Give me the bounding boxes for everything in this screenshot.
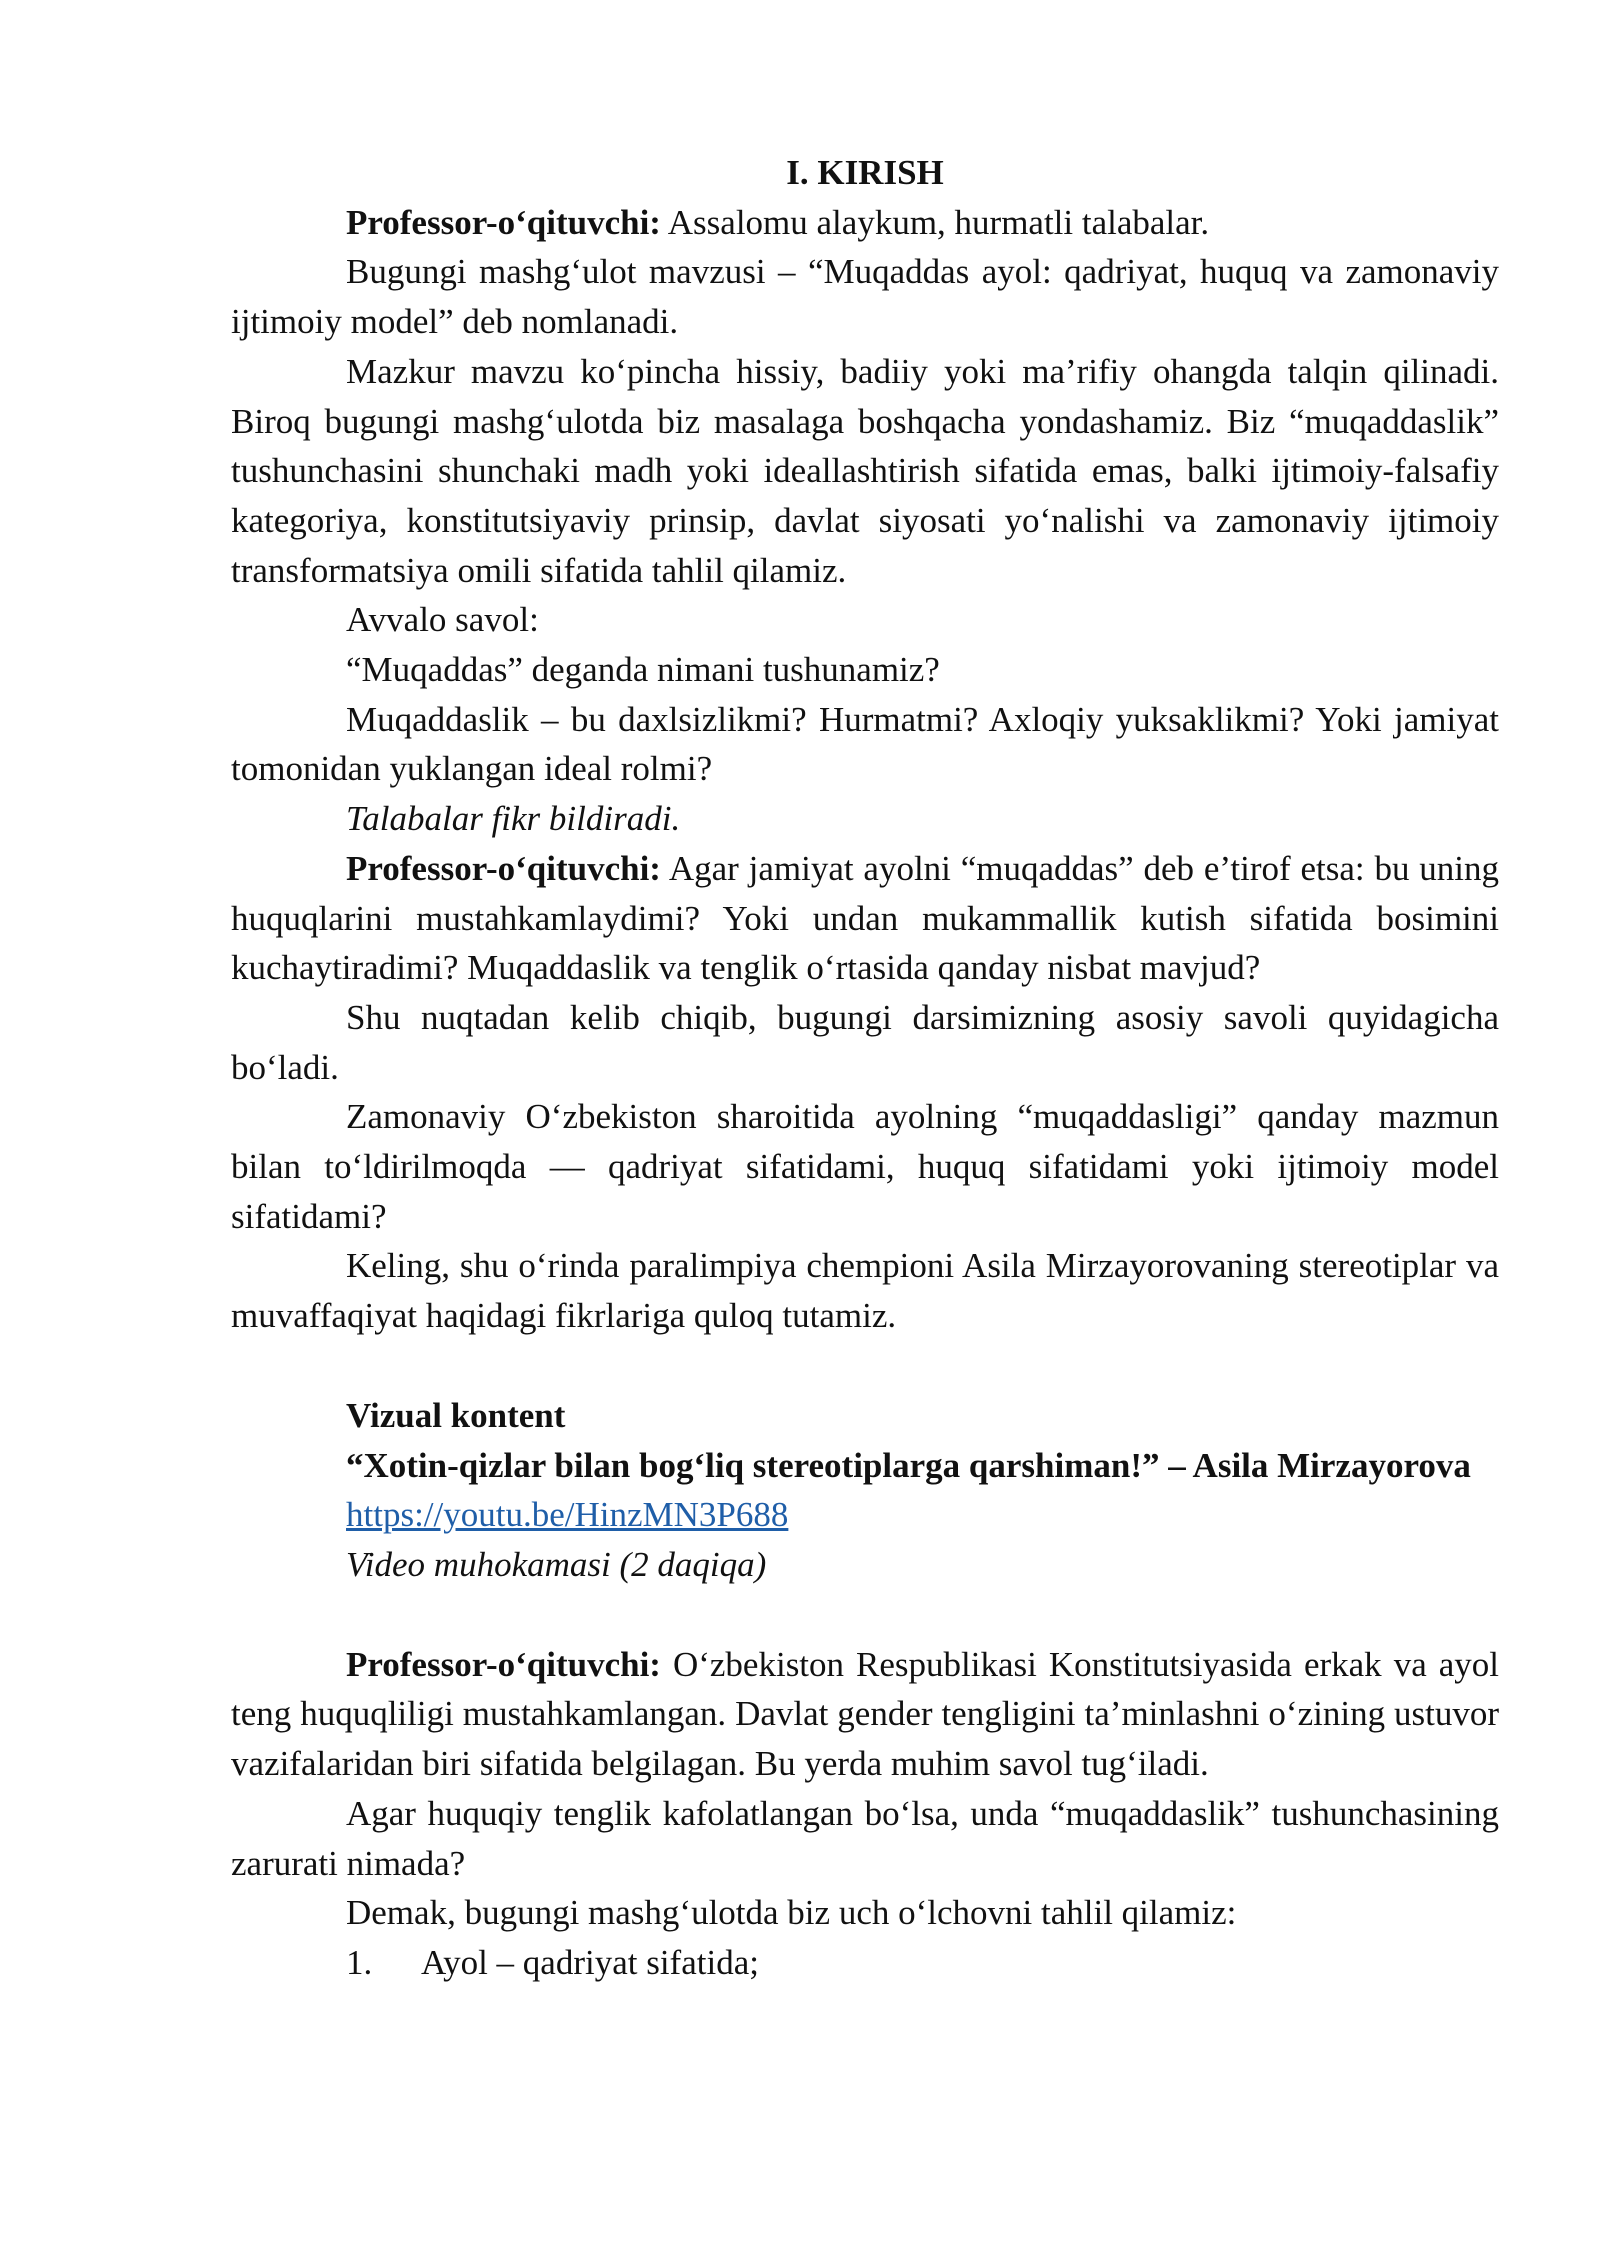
paragraph-text: O‘zbekiston Respublikasi Konstitutsiyasida erkak va ayol teng huquqliligi mustahkamlangan. Davlat gender tengligini ta’minlashni o‘zining ustuvor vazifalaridan biri sifatida belgilagan. Bu yerda muhim savol tug‘iladi. xyxy=(231,1644,1499,1784)
spacer xyxy=(231,1341,1499,1391)
paragraph-text: Assalomu alaykum, hurmatli talabalar. xyxy=(660,202,1210,242)
visual-content-label: Vizual kontent xyxy=(346,1395,566,1435)
section-heading: I. KIRISH xyxy=(786,153,944,192)
paragraph-necessity-question: Agar huquqiy tenglik kafolatlangan bo‘lsa, unda “muqaddaslik” tushunchasining zarurati nimada? xyxy=(231,1793,1499,1883)
paragraph-greeting xyxy=(231,198,1499,248)
paragraph-question-intro: Avvalo savol: xyxy=(346,600,539,640)
paragraph-video-intro: Keling, shu o‘rinda paralimpiya chempioni Asila Mirzayorovaning stereotiplar va muvaffaqiyat haqidagi fikrlariga quloq tutamiz. xyxy=(231,1246,1499,1336)
video-link[interactable]: https://youtu.be/HinzMN3P688 xyxy=(346,1495,789,1535)
paragraph-students-note: Talabalar fikr bildiradi. xyxy=(346,799,681,839)
paragraph-sub-questions: Muqaddaslik – bu daxlsizlikmi? Hurmatmi? Axloqiy yuksaklikmi? Yoki jamiyat tomonidan yuklangan ideal rolmi? xyxy=(231,699,1499,789)
list-number: 1. xyxy=(346,1942,373,1982)
list-text: Ayol – qadriyat sifatida; xyxy=(421,1942,759,1982)
video-link-line xyxy=(231,1490,1499,1540)
paragraph-topic: Bugungi mashg‘ulot mavzusi – “Muqaddas ayol: qadriyat, huquq va zamonaviy ijtimoiy model” deb nomlanadi. xyxy=(231,252,1499,342)
paragraph-three-dimensions: Demak, bugungi mashg‘ulotda biz uch o‘lchovni tahlil qilamiz: xyxy=(346,1893,1237,1933)
paragraph-question: “Muqaddas” deganda nimani tushunamiz? xyxy=(346,650,940,690)
document-page xyxy=(231,148,1499,1988)
paragraph-main-question-intro: Shu nuqtadan kelib chiqib, bugungi darsimizning asosiy savoli quyidagicha bo‘ladi. xyxy=(231,997,1499,1087)
video-quote-title: “Xotin-qizlar bilan bog‘liq stereotiplarga qarshiman!” – Asila Mirzayorova xyxy=(346,1445,1471,1485)
speaker-label: Professor-o‘qituvchi: xyxy=(346,1644,661,1684)
speaker-label: Professor-o‘qituvchi: xyxy=(346,202,661,242)
list-item xyxy=(231,1938,1499,1988)
spacer xyxy=(231,1590,1499,1640)
speaker-label: Professor-o‘qituvchi: xyxy=(346,848,661,888)
video-discussion-note: Video muhokamasi (2 daqiqa) xyxy=(346,1544,767,1584)
paragraph-text: Agar jamiyat ayolni “muqaddas” deb e’tirof etsa: bu uning huquqlarini mustahkamlaydimi? Yoki undan mukammallik kutish sifatida bosimini kuchaytiradimi? Muqaddaslik va tenglik o‘rtasida qanday nisbat mavjud? xyxy=(231,848,1499,988)
paragraph-professor-2 xyxy=(231,844,1499,993)
paragraph-main-question: Zamonaviy O‘zbekiston sharoitida ayolning “muqaddasligi” qanday mazmun bilan to‘ldirilmoqda — qadriyat sifatidami, huquq sifatidami yoki ijtimoiy model sifatidami? xyxy=(231,1097,1499,1236)
paragraph-constitution xyxy=(231,1640,1499,1789)
paragraph-approach: Mazkur mavzu ko‘pincha hissiy, badiiy yoki ma’rifiy ohangda talqin qilinadi. Biroq bugungi mashg‘ulotda biz masalaga boshqacha yondashamiz. Biz “muqaddaslik” tushunchasini shunchaki madh yoki ideallashtirish sifatida emas, balki ijtimoiy-falsafiy kategoriya, konstitutsiyaviy prinsip, davlat siyosati yo‘nalishi va zamonaviy ijtimoiy transformatsiya omili sifatida tahlil qilamiz. xyxy=(231,351,1499,590)
